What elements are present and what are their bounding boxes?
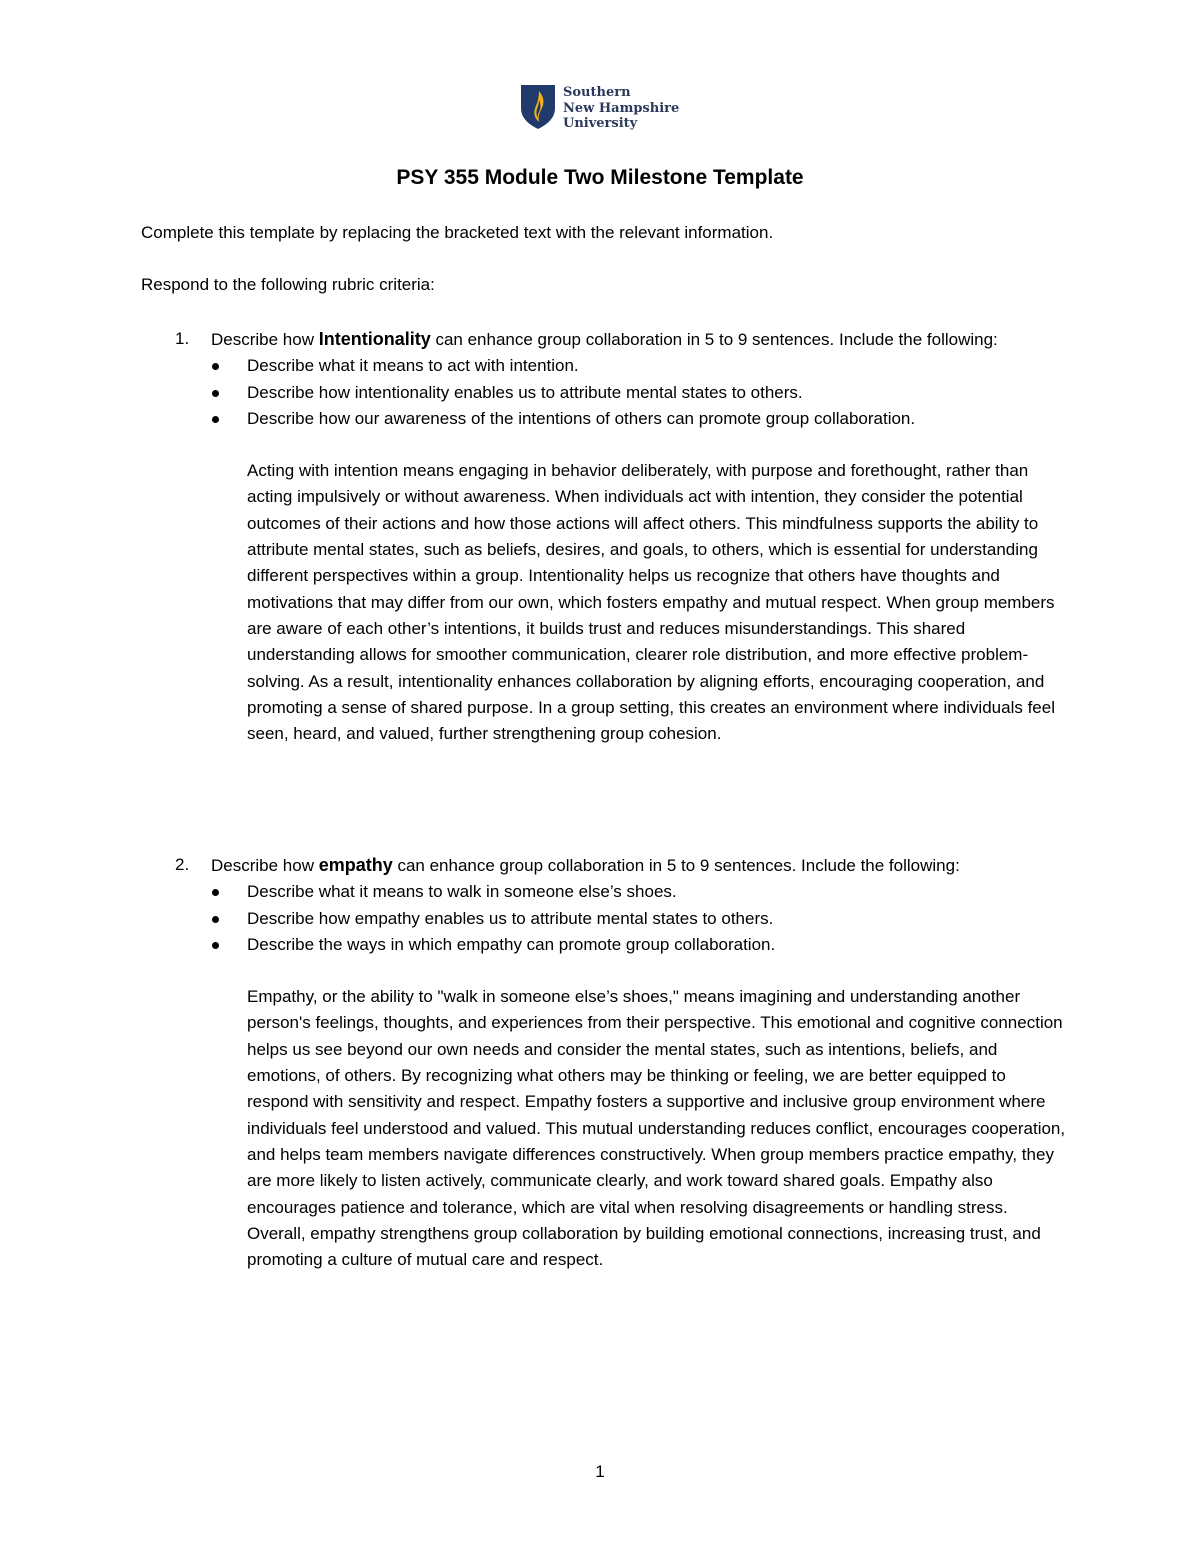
list-item-text: Describe what it means to act with intention. — [247, 356, 579, 376]
rubric-intro-text: Respond to the following rubric criteria: — [141, 275, 435, 294]
logo-line-2: New Hampshire — [563, 100, 680, 116]
rubric-item-2 — [141, 852, 1066, 1273]
list-item-text: Describe how empathy enables us to attribute mental states to others. — [247, 908, 774, 928]
prompt-suffix: can enhance group collaboration in 5 to 9 sentences. Include the following: — [430, 330, 998, 349]
prompt-prefix: Describe how — [211, 330, 319, 349]
list-item-text: Describe what it means to walk in someone else’s shoes. — [247, 882, 677, 902]
snhu-logo — [520, 84, 679, 132]
prompt-keyword: empathy — [318, 855, 393, 875]
list-item — [141, 932, 1061, 958]
item-number: 1. — [175, 329, 190, 348]
item-prompt — [211, 326, 1051, 353]
list-item — [141, 353, 1061, 379]
shield-flame-icon — [520, 84, 556, 130]
criteria-list — [141, 353, 1061, 432]
bullet-icon — [212, 363, 219, 370]
criteria-list — [141, 879, 1061, 958]
instructions-text: Complete this template by replacing the bracketed text with the relevant information. — [141, 223, 774, 242]
list-item-text: Describe how intentionality enables us to attribute mental states to others. — [247, 382, 803, 402]
answer-paragraph: Empathy, or the ability to "walk in someone else’s shoes," means imagining and understanding another person's feelings, thoughts, and experiences from their perspective. This emotional and cognitive connection helps us see beyond our own needs and consider the mental states, such as intentions, beliefs, and emotions, of others. By recognizing what others may be thinking or feeling, we are better equipped to respond with sensitivity and respect. Empathy fosters a supportive and inclusive group environment where individuals feel understood and valued. This mutual understanding reduces conflict, encourages cooperation, and helps team members navigate differences constructively. When group members practice empathy, they are more likely to listen actively, communicate clearly, and work toward shared goals. Empathy also encourages patience and tolerance, which are vital when resolving disagreements or handling stress. Overall, empathy strengthens group collaboration by building emotional connections, increasing trust, and promoting a culture of mutual care and respect. — [247, 987, 1066, 1270]
rubric-item-1 — [141, 326, 1061, 747]
bullet-icon — [212, 390, 219, 397]
item-number: 2. — [175, 855, 190, 874]
prompt-keyword: Intentionality — [318, 329, 431, 349]
logo-line-1: Southern — [563, 85, 631, 100]
prompt-prefix: Describe how — [211, 856, 319, 875]
bullet-icon — [212, 416, 219, 423]
list-item-text: Describe the ways in which empathy can promote group collaboration. — [247, 934, 776, 954]
bullet-icon — [212, 942, 219, 949]
list-item — [141, 879, 1061, 905]
page-number: 1 — [595, 1462, 605, 1481]
page-title: PSY 355 Module Two Milestone Template — [396, 166, 804, 189]
logo-wordmark — [563, 85, 679, 132]
item-prompt — [211, 852, 1051, 879]
answer-paragraph: Acting with intention means engaging in behavior deliberately, with purpose and forethought, rather than acting impulsively or without awareness. When individuals act with intention, they consider the potential outcomes of their actions and how those actions will affect others. This mindfulness supports the ability to attribute mental states, such as beliefs, desires, and goals, to others, which is essential for understanding different perspectives within a group. Intentionality helps us recognize that others have thoughts and motivations that may differ from our own, which fosters empathy and mutual respect. When group members are aware of each other’s intentions, it builds trust and reduces misunderstandings. This shared understanding allows for smoother communication, clearer role distribution, and more effective problem-solving. As a result, intentionality enhances collaboration by aligning efforts, encouraging cooperation, and promoting a sense of shared purpose. In a group setting, this creates an environment where individuals feel seen, heard, and valued, further strengthening group cohesion. — [247, 461, 1055, 744]
list-item — [141, 380, 1061, 406]
bullet-icon — [212, 889, 219, 896]
bullet-icon — [212, 916, 219, 923]
list-item-text: Describe how our awareness of the intentions of others can promote group collaboration. — [247, 408, 916, 428]
logo-line-3: University — [563, 116, 638, 131]
list-item — [141, 906, 1061, 932]
list-item — [141, 406, 1061, 432]
prompt-suffix: can enhance group collaboration in 5 to 9 sentences. Include the following: — [392, 856, 960, 875]
